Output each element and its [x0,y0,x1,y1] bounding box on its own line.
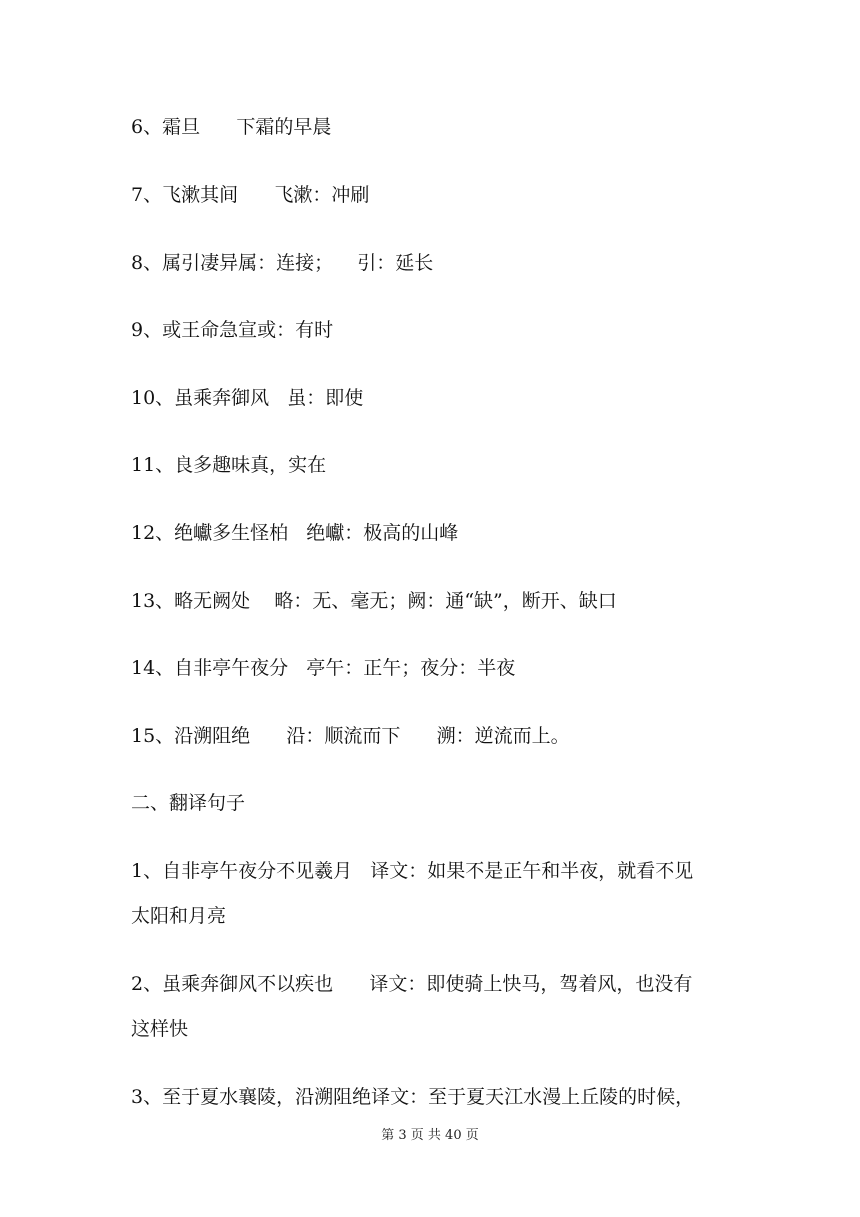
text-line: 9、或王命急宣或：有时 [131,319,334,341]
text-line: 7、飞漱其间 飞漱：冲刷 [131,184,370,206]
text-line: 这样快 [131,1018,189,1040]
text-line: 8、属引凄异属：连接； 引：延长 [131,252,434,274]
text-line: 10、虽乘奔御风 虽：即使 [131,387,364,409]
text-line: 14、自非亭午夜分 亭午：正午；夜分：半夜 [131,657,516,679]
text-line: 2、虽乘奔御风不以疾也 译文：即使骑上快马，驾着风，也没有 [131,973,693,995]
text-line: 太阳和月亮 [131,905,227,927]
text-line: 12、绝巘多生怪柏 绝巘：极高的山峰 [131,522,459,544]
page-number: 第 3 页 共 40 页 [381,1128,479,1143]
text-line: 1、自非亭午夜分不见羲月 译文：如果不是正午和半夜，就看不见 [131,860,694,882]
text-line: 3、至于夏水襄陵，沿溯阻绝译文：至于夏天江水漫上丘陵的时候， [131,1086,695,1108]
text-line: 6、霜旦 下霜的早晨 [131,116,332,138]
text-line: 15、沿溯阻绝 沿：顺流而下 溯：逆流而上。 [131,725,570,747]
text-line: 13、略无阙处 略：无、毫无；阙：通“缺”，断开、缺口 [131,590,617,612]
section-heading: 二、翻译句子 [131,792,246,814]
text-line: 11、良多趣味真，实在 [131,454,327,476]
